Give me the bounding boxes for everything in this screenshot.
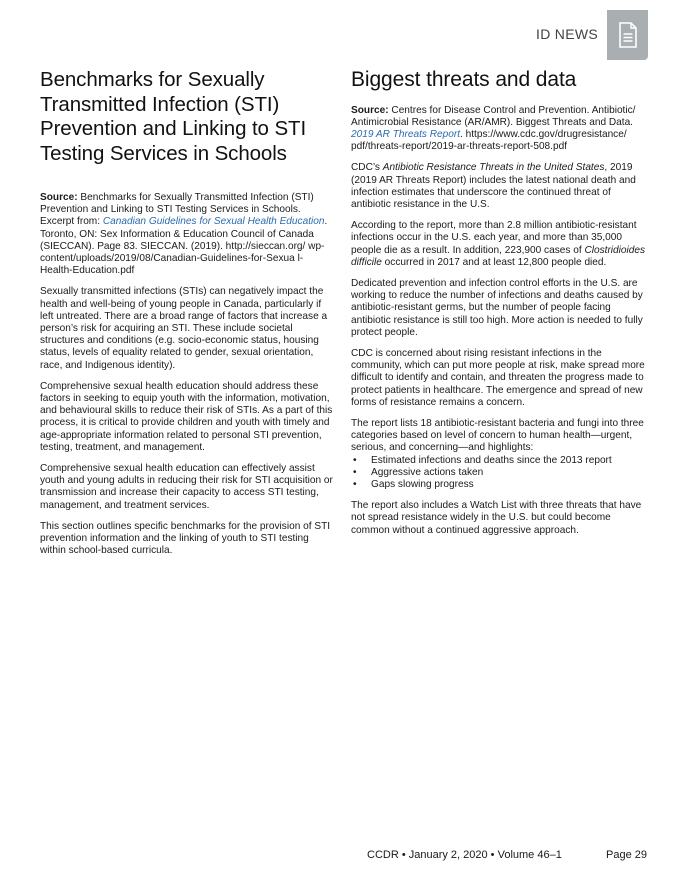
left-article-title: Benchmarks for Sexually Transmitted Infection (STI) Prevention and Linking to STI Testing Services in Schools [40, 68, 307, 165]
source-text-after: . https://www.cdc.gov/drugresistance/ pdf/threats-report/2019-ar-threats-report-508.pdf [351, 128, 627, 153]
list-item: • Estimated infections and deaths since the 2013 report [351, 455, 649, 467]
report-title: Antibiotic Resistance Threats in the United States [382, 162, 605, 174]
paragraph: Comprehensive sexual health education should address these factors in seeking to equip youth with the information, motivation, and behavioural skills to reduce their risk of STIs. As a part of this process, it is critical to provide children and youth with timely and age-appropriate information related to personal STI prevention, testing, treatment, and management. [40, 380, 333, 453]
highlights-list [351, 455, 649, 492]
section-label: ID NEWS [536, 26, 598, 42]
document-icon [618, 22, 638, 48]
paragraph: This section outlines specific benchmarks for the provision of STI prevention information and the linking of youth to STI testing within school-based curricula. [40, 520, 331, 557]
section-icon-box [607, 10, 648, 60]
footer-citation: CCDR • January 2, 2020 • Volume 46–1 [367, 849, 562, 861]
page-number: Page 29 [606, 849, 647, 861]
paragraph: The report lists 18 antibiotic-resistant bacteria and fungi into three categories based on level of concern to human health—urgent, serious, and concerning—and highlights: [351, 417, 644, 454]
right-article-title: Biggest threats and data [351, 68, 577, 91]
paragraph [351, 162, 649, 211]
source-text-after: . Toronto, ON: Sex Information & Education Council of Canada (SIECCAN). Page 83. SIECCAN. (2019). http://sieccan.org/ wp-content/uploads/2019/08/Canadian-Guidelines-for-Sexua l-Health-Education.pdf [40, 216, 328, 277]
text: CDC’s [351, 162, 383, 174]
paragraph: Comprehensive sexual health education can effectively assist youth and young adults in reducing their risk for STI acquisition or transmission and increase their capacity to access STI testing, management, and treatment services. [40, 463, 333, 511]
source-text: Benchmarks for Sexually Transmitted Infection (STI) Prevention and Linking to STI Testing Services in Schools. Excerpt from: [40, 192, 314, 228]
text: occurred in 2017 and at least 12,800 people died. [381, 256, 607, 268]
source-label: Source: [351, 104, 389, 116]
source-link[interactable]: Canadian Guidelines for Sexual Health Education [102, 216, 325, 228]
right-article [351, 68, 649, 546]
source-link[interactable]: 2019 AR Threats Report [351, 128, 461, 140]
species-name: Clostridioides difficile [351, 244, 646, 268]
paragraph: CDC is concerned about rising resistant infections in the community, which can put more people at risk, make spread more difficult to identify and contain, and threaten the progress made to protect patients in healthcare. The emergence and spread of new forms of resistance remains a concern. [351, 347, 645, 408]
source-label: Source: [40, 192, 78, 203]
paragraph: Sexually transmitted infections (STIs) can negatively impact the health and well-being of young people in Canada, particularly if left untreated. There are a broad range of factors that increase a person’s risk for acquiring an STI. These include societal structures and conditions (e.g. socio-economic status, housing status, levels of equality related to gender, sexual orientation, race, and Indigenous identity). [40, 286, 328, 371]
source-text: Centres for Disease Control and Prevention. Antibiotic/ Antimicrobial Resistance (AR/AMR). Biggest Threats and Data. [351, 104, 636, 128]
text: , 2019 (2019 AR Threats Report) includes the latest national death and infection estimates that underscore the continued threat of antibiotic resistance in the U.S. [351, 162, 636, 210]
list-item: • Aggressive actions taken [351, 467, 649, 479]
paragraph: The report also includes a Watch List with three threats that have not spread resistance widely in the U.S. but could become common without a continued aggressive approach. [351, 500, 642, 536]
right-article-source [351, 105, 649, 154]
paragraph: Dedicated prevention and infection control efforts in the U.S. are working to reduce the number of infections and deaths caused by antibiotic-resistant germs, but the number of people facing antibiotic resistance is still too high. More action is needed to fully protect people. [351, 277, 643, 338]
left-article-source [40, 192, 333, 277]
text: According to the report, more than 2.8 million antibiotic-resistant infections occur in the U.S. each year, and more than 35,000 people die as a result. In addition, 223,900 cases of [351, 220, 637, 256]
paragraph [351, 220, 649, 269]
list-item: • Gaps slowing progress [351, 479, 649, 491]
left-article [40, 68, 333, 566]
